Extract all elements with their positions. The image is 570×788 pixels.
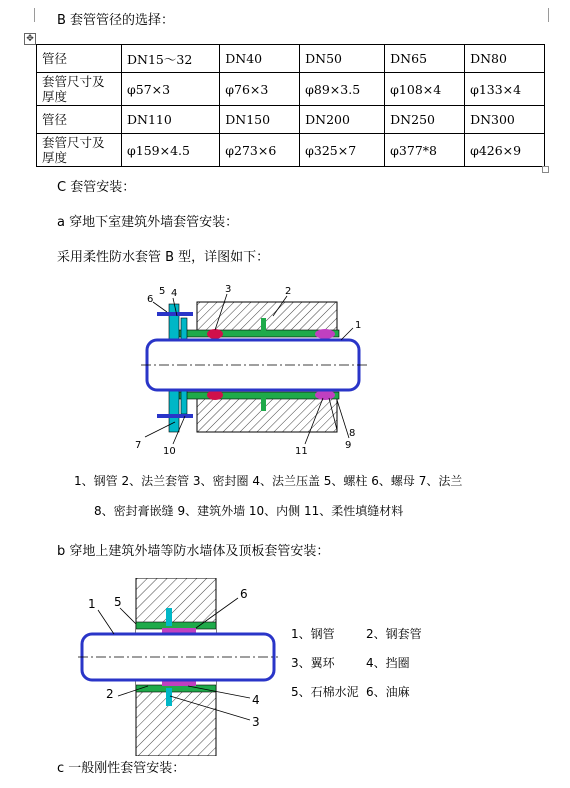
sleeve-top (136, 622, 216, 629)
table-cell: φ108×4 (385, 73, 465, 106)
callout-11: 11 (295, 446, 308, 457)
table-cell: φ426×9 (465, 134, 545, 167)
table-cell: φ159×4.5 (122, 134, 220, 167)
diagram2-legend-6: 6、油麻 (366, 685, 410, 699)
wall-upper-block (197, 302, 337, 332)
table-cell: φ89×3.5 (300, 73, 385, 106)
wing-ring-top (166, 608, 172, 626)
callout-10: 10 (163, 446, 176, 457)
flexible-sleeve-note: 采用柔性防水套管 B 型，详图如下： (57, 250, 270, 265)
callout-2-b: 2 (106, 687, 114, 701)
seal-ring-top (207, 329, 223, 339)
callout-9: 9 (345, 440, 352, 451)
heading-c-install: C 套管安装： (57, 180, 136, 195)
table-resize-handle[interactable] (542, 166, 549, 173)
table-cell: DN250 (385, 106, 465, 134)
diagram2-legend-1: 1、钢管 (291, 627, 335, 641)
diagram1-legend-line2: 8、密封膏嵌缝 9、建筑外墙 10、内侧 11、柔性填缝材料 (94, 504, 404, 518)
table-cell: DN80 (465, 45, 545, 73)
callout-5: 5 (159, 286, 166, 297)
oakum-bottom (162, 681, 196, 686)
table-cell: DN150 (220, 106, 300, 134)
callout-6-b: 6 (240, 587, 248, 601)
heading-a-basement: a 穿地下室建筑外墙套管安装： (57, 215, 239, 230)
table-cell: DN300 (465, 106, 545, 134)
diagram2-legend-4: 4、挡圈 (366, 656, 410, 670)
heading-c-rigid: c 一般刚性套管安装： (57, 761, 186, 776)
table-row (37, 45, 545, 73)
table-cell: 管径 (37, 106, 122, 134)
table-cell: DN200 (300, 106, 385, 134)
table-cell: φ57×3 (122, 73, 220, 106)
table-cell: DN40 (220, 45, 300, 73)
diagram2-legend-2: 2、钢套管 (366, 627, 422, 641)
table-cell: 套管尺寸及厚度 (37, 73, 122, 106)
table-cell: DN65 (385, 45, 465, 73)
callout-3-b: 3 (252, 715, 260, 729)
table-move-handle-icon[interactable]: ✥ (24, 33, 36, 45)
page-corner-mark-left (34, 8, 36, 22)
callout-7: 7 (135, 440, 142, 451)
table-cell: φ76×3 (220, 73, 300, 106)
flexible-sleeve-diagram (135, 282, 375, 462)
page-corner-mark-right (548, 8, 550, 22)
table-cell: DN50 (300, 45, 385, 73)
heading-b-selection: B 套管管径的选择： (57, 13, 175, 28)
wing-ring-bottom (166, 688, 172, 706)
flange-sleeve-bottom (179, 392, 339, 399)
wall-rib-top (261, 318, 266, 332)
callout-5-b: 5 (114, 595, 122, 609)
table-row (37, 73, 545, 106)
rigid-sleeve-diagram (78, 578, 278, 756)
diagram2-legend-5: 5、石棉水泥 (291, 685, 359, 699)
callout-3: 3 (225, 284, 232, 295)
callout-8: 8 (349, 428, 356, 439)
table-cell: φ377*8 (385, 134, 465, 167)
table-row (37, 134, 545, 167)
callout-4-b: 4 (252, 693, 260, 707)
table-cell: 管径 (37, 45, 122, 73)
callout-4: 4 (171, 288, 178, 299)
table-cell: φ273×6 (220, 134, 300, 167)
heading-b-above-ground: b 穿地上建筑外墙等防水墙体及顶板套管安装： (57, 544, 330, 559)
wall-rib-bottom (261, 397, 266, 411)
filler-top (315, 329, 335, 339)
bolt-bottom (157, 414, 193, 418)
sleeve-size-table (36, 44, 545, 167)
oakum-top (162, 628, 196, 633)
diagram2-legend-3: 3、翼环 (291, 656, 335, 670)
wall-lower-block (197, 397, 337, 432)
diagram1-legend-line1: 1、钢管 2、法兰套管 3、密封圈 4、法兰压盖 5、螺柱 6、螺母 7、法兰 (74, 474, 463, 488)
callout-1-b: 1 (88, 597, 96, 611)
bolt-top (157, 312, 193, 316)
table-cell: DN15～32 (122, 45, 220, 73)
table-cell: φ133×4 (465, 73, 545, 106)
callout-2: 2 (285, 286, 292, 297)
table-cell: φ325×7 (300, 134, 385, 167)
table-cell: 套管尺寸及厚度 (37, 134, 122, 167)
table-row (37, 106, 545, 134)
table-cell: DN110 (122, 106, 220, 134)
callout-1: 1 (355, 320, 362, 331)
callout-6: 6 (147, 294, 154, 305)
flange-sleeve-top (179, 330, 339, 337)
